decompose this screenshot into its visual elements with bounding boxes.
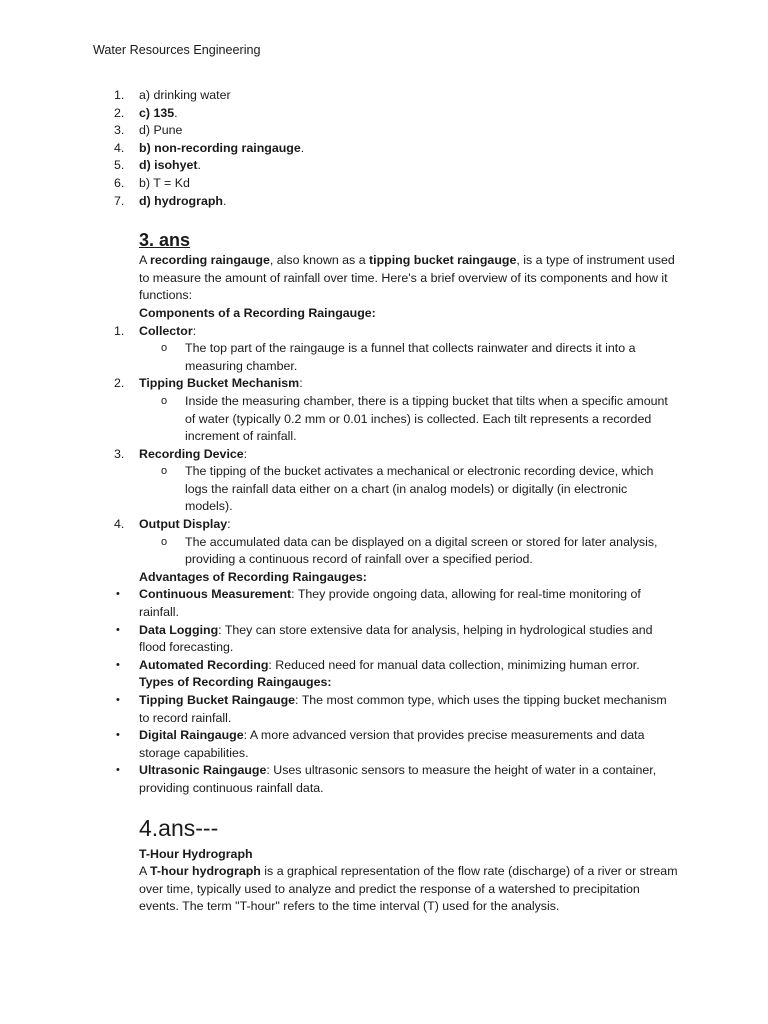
bullet-icon: • [116,588,120,601]
item-number: 2. [114,376,125,391]
list-item: 2. Tipping Bucket Mechanism: o Inside the measuring chamber, there is a tipping bucket that tilts when a specific amount of water (typically 0.2 mm or 0.01 inches) is collected. Each tilt represents a recorded increment of rainfall. [0,375,768,445]
ans4-subheading: T-Hour Hydrograph [139,846,253,861]
answer-text: . [300,140,305,155]
item-number: 2. [114,105,125,120]
component-title: Tipping Bucket Mechanism [139,376,300,391]
item-number: 4. [114,517,125,532]
list-item: • Digital Raingauge: A more advanced version that provides precise measurements and data storage capabilities. [116,728,645,760]
sub-bullet-icon: o [161,394,168,407]
sub-bullet-icon: o [161,535,168,548]
list-item: • Data Logging: They can store extensive data for analysis, helping in hydrological studies and flood forecasting. [116,622,653,655]
page-header: Water Resources Engineering [93,43,261,57]
list-item: 4. Output Display: o The accumulated data can be displayed on a digital screen or stored for later analysis, providing a continuous record of rainfall over a specified period. [0,516,768,569]
sub-bullet-icon: o [161,465,168,478]
list-item: 1. Collector: o The top part of the raingauge is a funnel that collects rainwater and directs it into a measuring chamber. [0,323,768,376]
answer-text: b) T = Kd [139,175,190,190]
advantages-list [0,586,768,674]
advantages-heading: Advantages of Recording Raingauges: [139,569,367,584]
component-desc: The accumulated data can be displayed on a digital screen or stored for later analysis, providing a continuous record of rainfall over a specified period. [185,534,658,567]
types-heading: Types of Recording Raingauges: [139,675,332,690]
answer-bold: d) hydrograph [139,193,223,208]
ans4-intro: A T-hour hydrograph is a graphical representation of the flow rate (discharge) of a river or stream over time, typically used to analyze and predict the response of a watershed to precipitation events. The term "T-hour" refers to the time interval (T) used for the analysis. [139,864,678,914]
types-list [0,692,768,798]
answer-text: d) Pune [139,123,183,138]
bullet-icon: • [116,764,120,777]
answer-text: . [174,105,178,120]
list-item [0,157,768,175]
list-item [0,140,768,158]
answer-text: . [197,158,201,173]
bullet-icon: • [116,623,120,636]
list-item [0,193,768,211]
item-number: 1. [114,323,125,338]
list-item [0,105,768,123]
item-number: 6. [114,175,125,190]
bullet-icon: • [116,658,120,671]
components-list [0,323,768,569]
item-number: 3. [114,446,125,461]
item-number: 7. [114,193,125,208]
component-title: Collector [139,323,193,338]
section-heading-ans4: 4.ans--- [139,814,219,841]
sub-bullet-icon: o [161,342,168,355]
answer-bold: d) isohyet [139,158,198,173]
component-desc: Inside the measuring chamber, there is a tipping bucket that tilts when a specific amount of water (typically 0.2 mm or 0.01 inches) is collected. Each tilt represents a recorded increment of rainfall. [185,393,668,444]
document-body [0,87,768,916]
answer-text: a) drinking water [139,88,231,102]
item-number: 4. [114,140,125,155]
list-item [0,175,768,193]
item-number: 5. [114,158,125,173]
list-item: • Tipping Bucket Raingauge: The most common type, which uses the tipping bucket mechanism to record rainfall. [116,693,667,725]
answer-bold: c) 135 [139,105,175,120]
answer-text: . [222,193,227,208]
item-number: 1. [114,88,125,102]
ans3-intro: A recording raingauge, also known as a tipping bucket raingauge, is a type of instrument used to measure the amount of rainfall over time. Here's a brief overview of its components and how it functions: [139,253,675,303]
list-item [0,87,768,105]
list-item: • Ultrasonic Raingauge: Uses ultrasonic sensors to measure the height of water in a container, providing continuous rainfall data. [116,763,657,795]
answers-list [0,87,768,210]
section-heading-ans3: 3. ans [139,230,191,251]
list-item: • Continuous Measurement: They provide ongoing data, allowing for real-time monitoring of rainfall. [116,587,641,620]
components-heading: Components of a Recording Raingauge: [139,305,376,320]
list-item [0,122,768,140]
component-title: Output Display [139,517,228,532]
component-desc: The tipping of the bucket activates a mechanical or electronic recording device, which logs the rainfall data either on a chart (in analog models) or digitally (in electronic models). [185,464,654,514]
bullet-icon: • [116,729,120,742]
answer-bold: b) non-recording raingauge [139,140,301,155]
component-title: Recording Device [139,446,244,461]
bullet-icon: • [116,694,120,706]
list-item: 3. Recording Device: o The tipping of the bucket activates a mechanical or electronic recording device, which logs the rainfall data either on a chart (in analog models) or digitally (in electronic models). [0,446,768,516]
item-number: 3. [114,123,125,138]
list-item: • Automated Recording: Reduced need for manual data collection, minimizing human error. [0,657,768,675]
component-desc: The top part of the raingauge is a funnel that collects rainwater and directs it into a measuring chamber. [185,341,636,373]
